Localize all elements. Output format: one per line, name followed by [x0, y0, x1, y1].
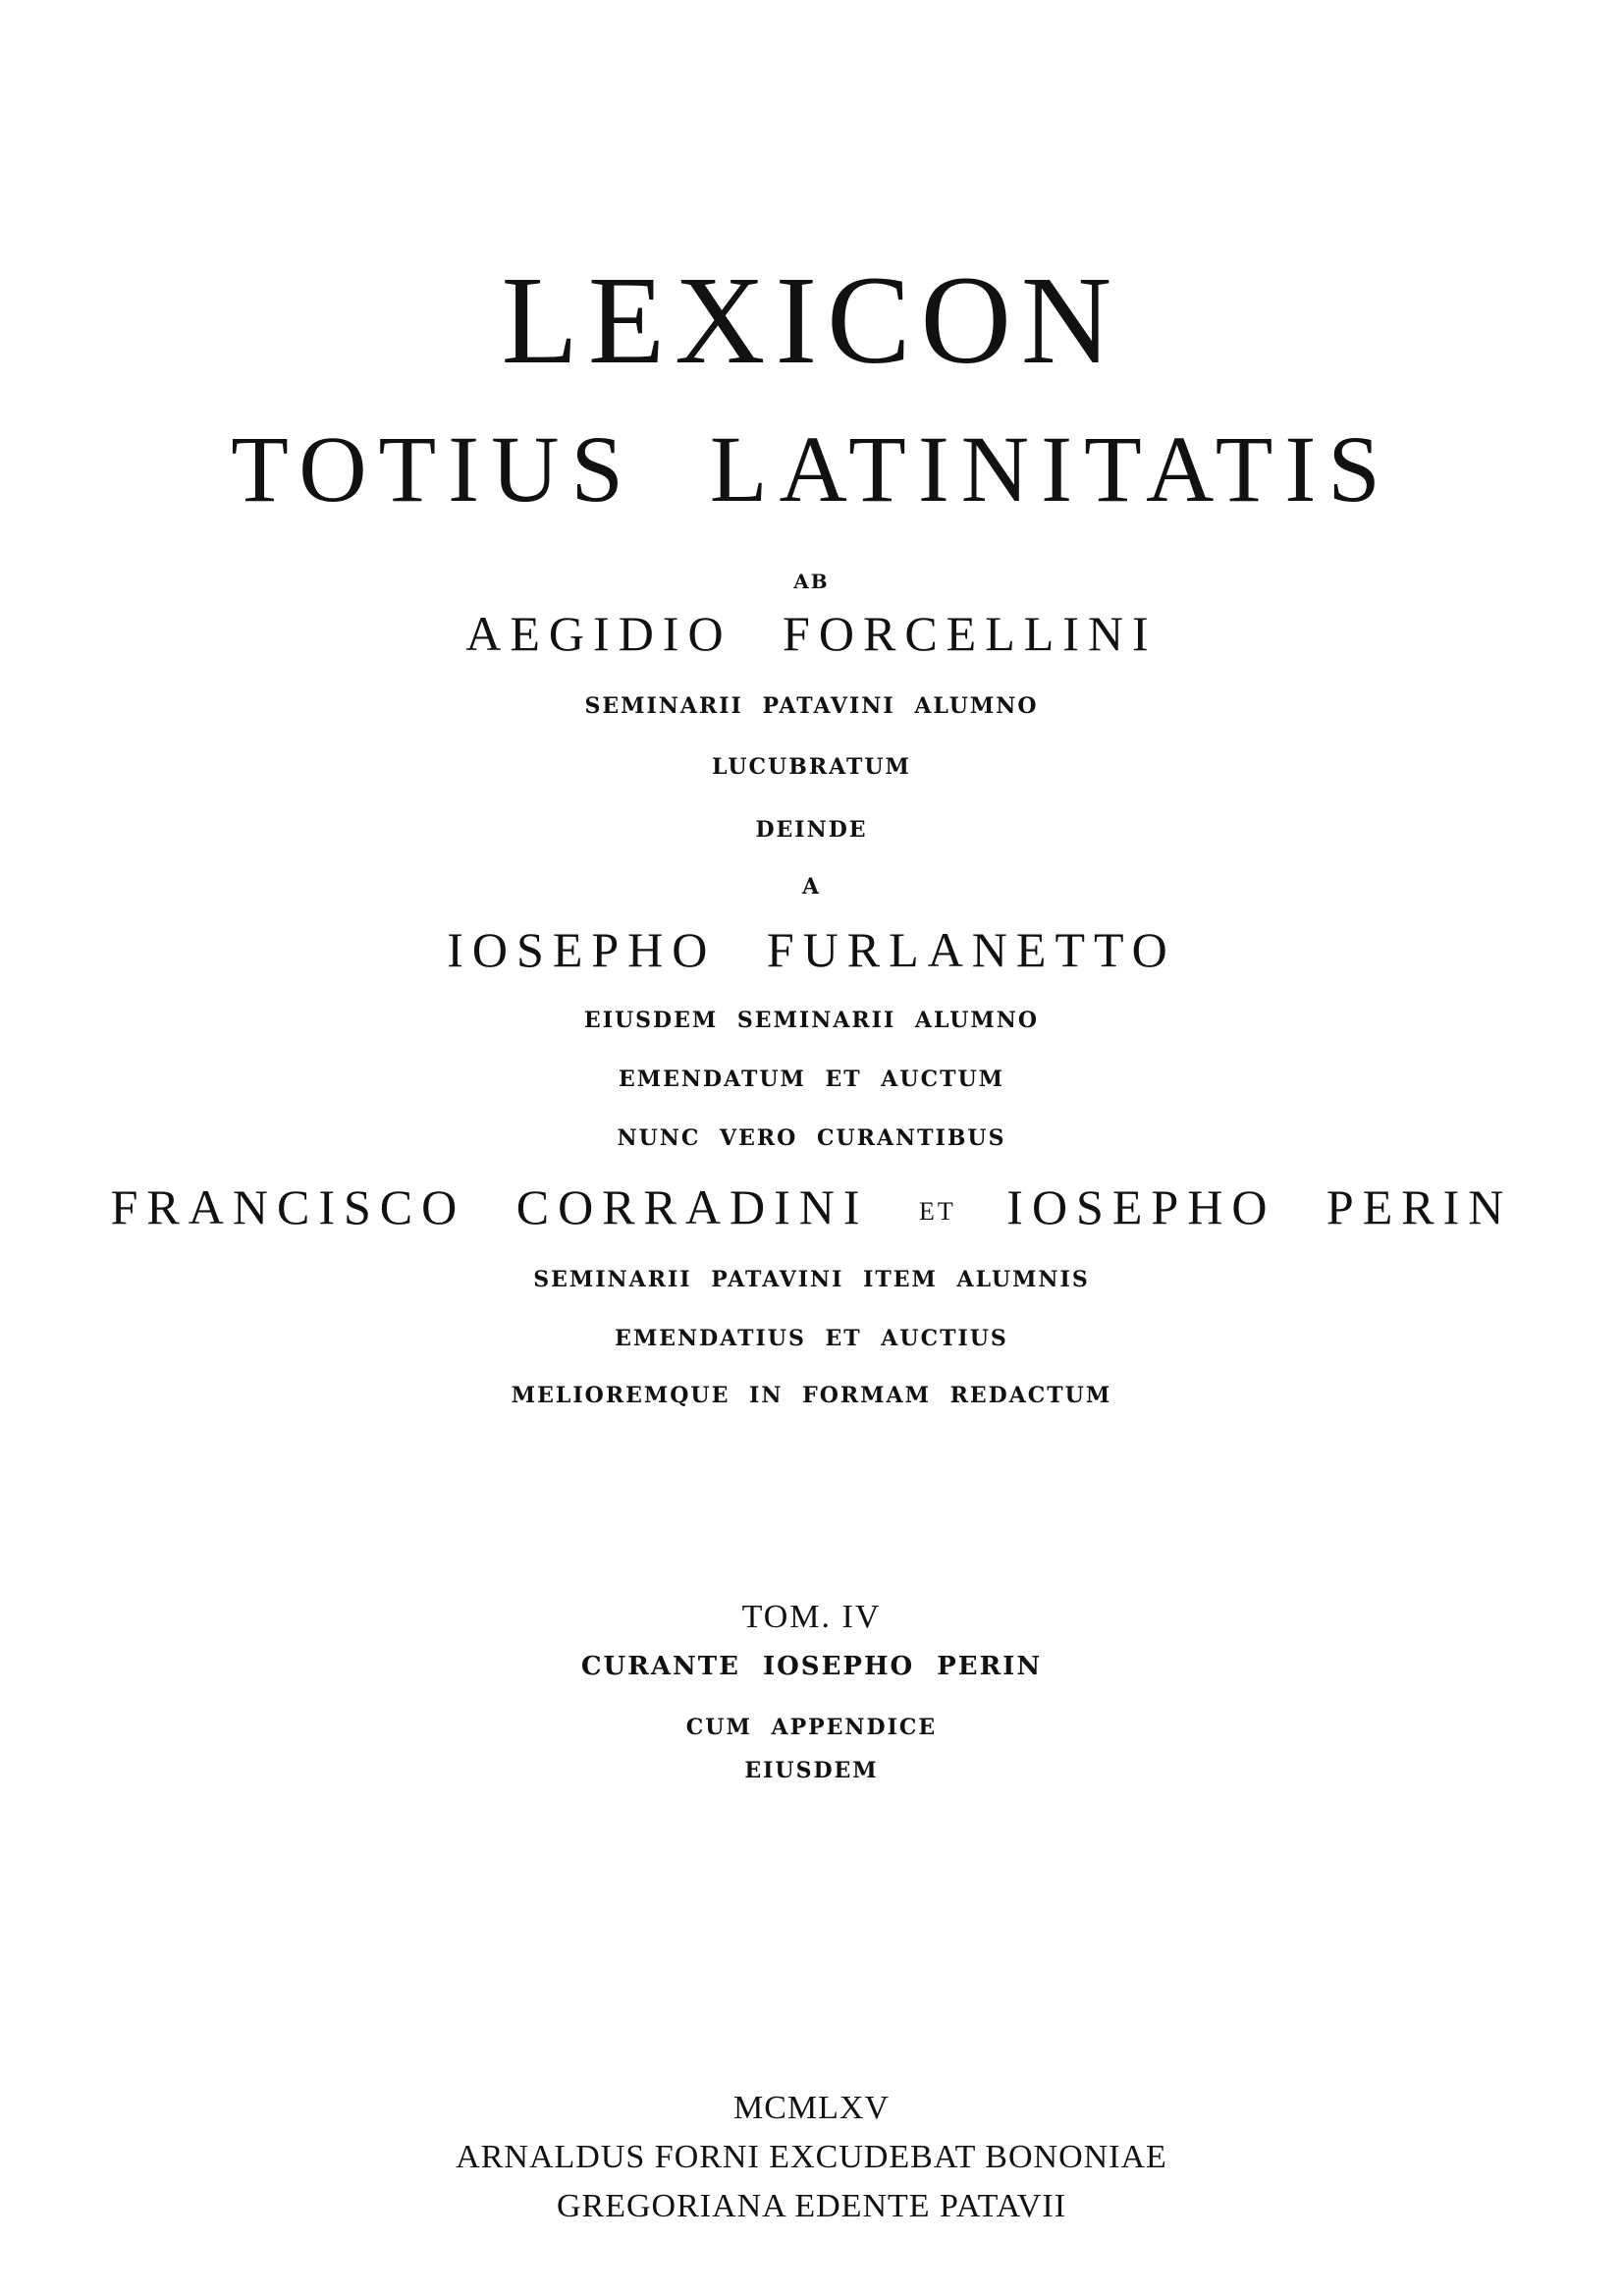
author-forcellini-description: SEMINARII PATAVINI ALUMNO [584, 693, 1039, 719]
eiusdem-label: EIUSDEM [744, 1758, 879, 1783]
author-perin: IOSEPHO PERIN [1006, 1179, 1513, 1234]
imprint-publisher: ARNALDUS FORNI EXCUDEBAT BONONIAE [456, 2139, 1167, 2175]
lucubratum-label: LUCUBRATUM [712, 754, 911, 780]
author-furlanetto: IOSEPHO FURLANETTO [447, 922, 1176, 977]
et-conjunction: ET [919, 1197, 956, 1226]
emendatius-label: EMENDATIUS ET AUCTIUS [615, 1326, 1008, 1351]
melioremque-label: MELIOREMQUE IN FORMAM REDACTUM [511, 1383, 1112, 1408]
ab-label: AB [793, 570, 830, 593]
author-corradini: FRANCISCO CORRADINI [110, 1179, 869, 1234]
author-forcellini: AEGIDIO FORCELLINI [465, 606, 1158, 661]
volume-editor: CURANTE IOSEPHO PERIN [580, 1652, 1043, 1681]
volume-number: TOM. IV [741, 1599, 882, 1635]
authors-corradini-perin [0, 1179, 1623, 1234]
imprint-year: MCMLXV [732, 2090, 891, 2126]
deinde-label: DEINDE [755, 817, 868, 843]
nunc-vero-label: NUNC VERO CURANTIBUS [617, 1125, 1006, 1151]
emendatum-label: EMENDATUM ET AUCTUM [619, 1066, 1004, 1092]
main-title: LEXICON [501, 250, 1122, 390]
a-label: A [801, 874, 822, 900]
authors-corradini-perin-description: SEMINARII PATAVINI ITEM ALUMNIS [533, 1267, 1090, 1292]
sub-title: TOTIUS LATINITATIS [231, 416, 1392, 521]
author-furlanetto-description: EIUSDEM SEMINARII ALUMNO [583, 1008, 1040, 1033]
imprint-editor: GREGORIANA EDENTE PATAVII [556, 2188, 1067, 2224]
appendix-label: CUM APPENDICE [685, 1715, 938, 1740]
